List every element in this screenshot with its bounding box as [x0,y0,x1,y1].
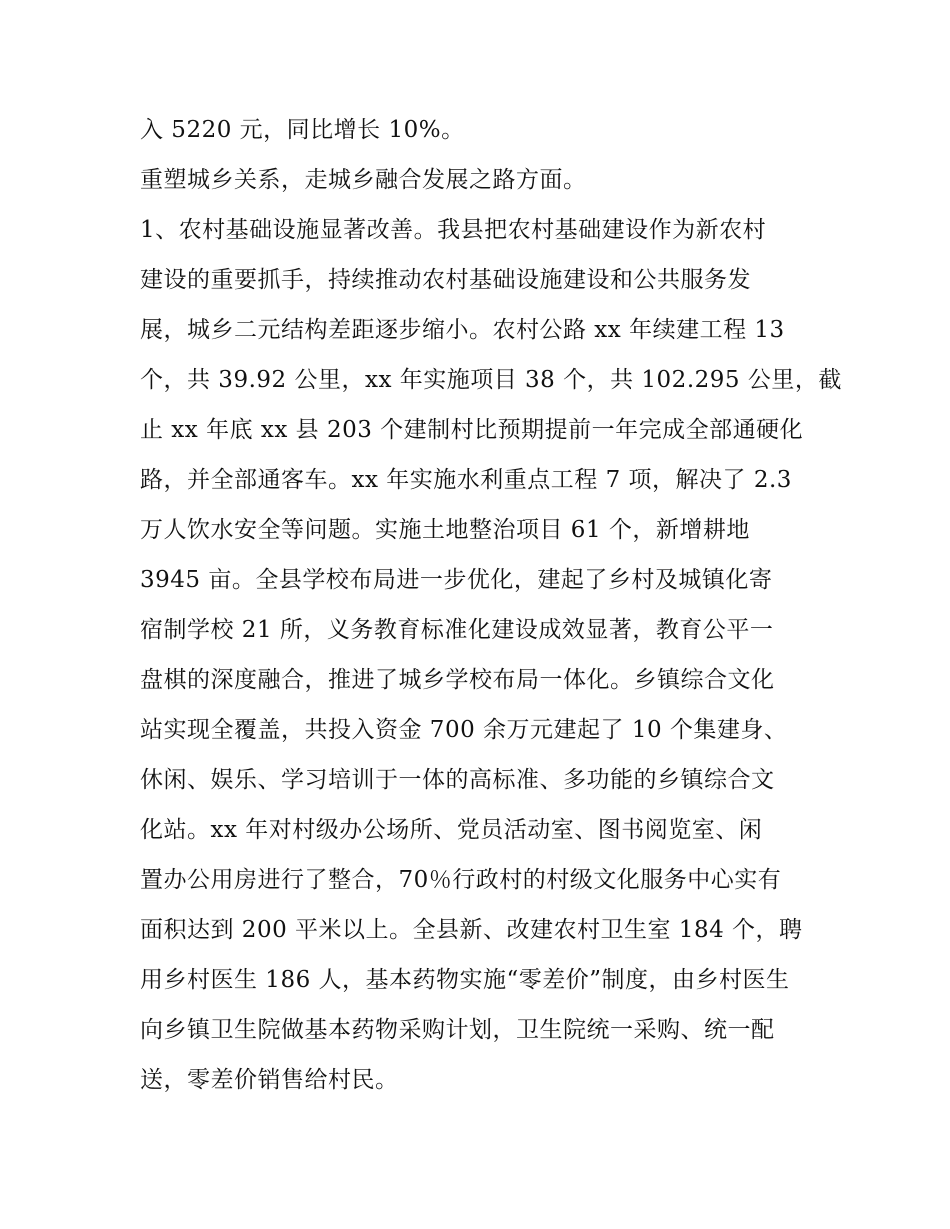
text-line: 宿制学校 21 所，义务教育标准化建设成效显著，教育公平一 [140,617,774,643]
text-line: 用乡村医生 186 人，基本药物实施“零差价”制度，由乡村医生 [140,967,790,993]
text-line: 3945 亩。全县学校布局进一步优化，建起了乡村及城镇化寄 [140,567,773,593]
text-line: 重塑城乡关系，走城乡融合发展之路方面。 [140,167,587,193]
body-text [140,105,842,1105]
text-line: 展，城乡二元结构差距逐步缩小。农村公路 xx 年续建工程 13 [140,317,785,343]
text-line: 置办公用房进行了整合，70％行政村的村级文化服务中心实有 [140,867,782,893]
text-line: 休闲、娱乐、学习培训于一体的高标准、多功能的乡镇综合文 [140,767,775,793]
text-line: 向乡镇卫生院做基本药物采购计划，卫生院统一采购、统一配 [140,1017,775,1043]
text-line: 路，并全部通客车。xx 年实施水利重点工程 7 项，解决了 2.3 [140,467,792,493]
text-line: 万人饮水安全等问题。实施土地整治项目 61 个，新增耕地 [140,517,750,543]
text-line: 个，共 39.92 公里，xx 年实施项目 38 个，共 102.295 公里，截 [140,367,842,393]
text-line: 面积达到 200 平米以上。全县新、改建农村卫生室 184 个，聘 [140,917,803,943]
text-line: 止 xx 年底 xx 县 203 个建制村比预期提前一年完成全部通硬化 [140,417,804,443]
text-line: 盘棋的深度融合，推进了城乡学校布局一体化。乡镇综合文化 [140,667,775,693]
text-line: 送，零差价销售给村民。 [140,1067,399,1093]
text-line: 入 5220 元，同比增长 10%。 [140,117,465,143]
text-line: 化站。xx 年对村级办公场所、党员活动室、图书阅览室、闲 [140,817,763,843]
text-line: 建设的重要抓手，持续推动农村基础设施建设和公共服务发 [140,267,751,293]
text-line: 1、农村基础设施显著改善。我县把农村基础建设作为新农村 [140,217,767,243]
text-line: 站实现全覆盖，共投入资金 700 余万元建起了 10 个集建身、 [140,717,788,743]
